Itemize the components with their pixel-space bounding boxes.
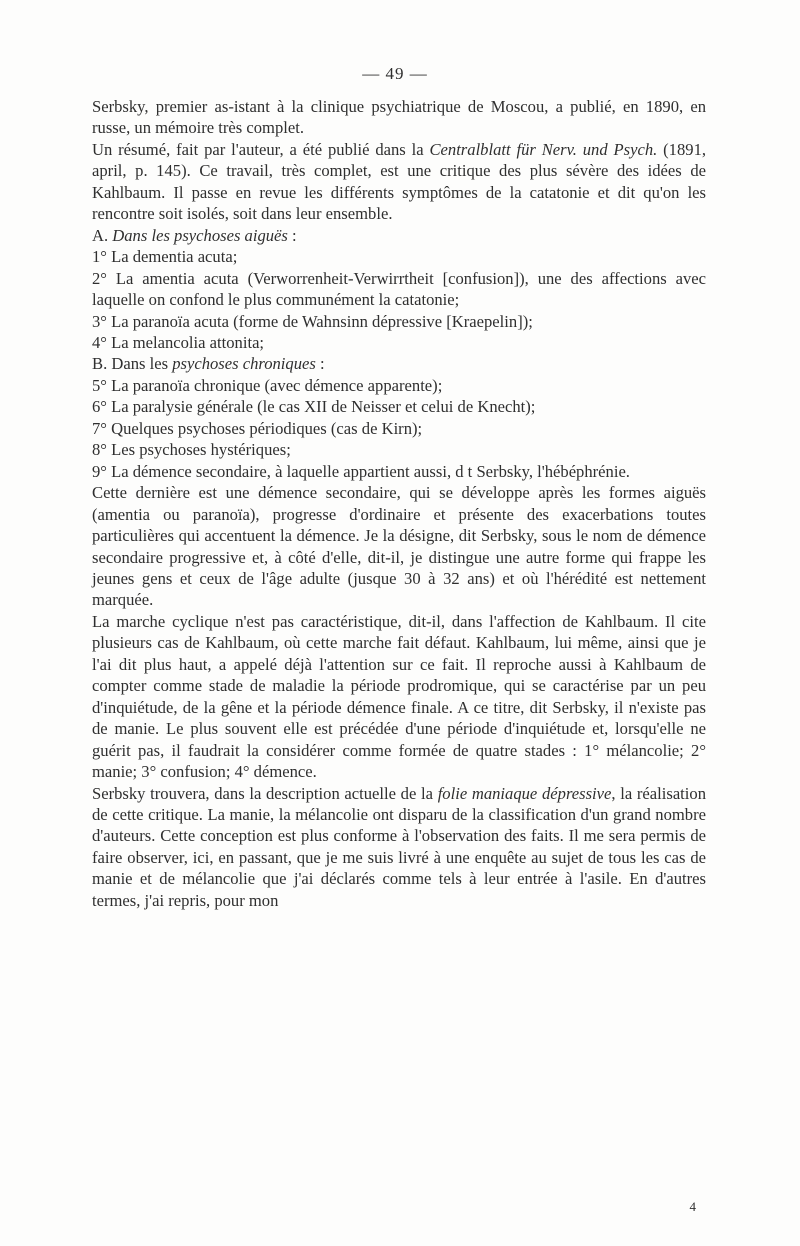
folie-text-end: , la réalisation de cette critique. La manie, la mélancolie ont disparu de la classification d'un grand nombre d'auteurs. Cette conception est plus conforme à l'observation des faits. Il me sera permis de faire observer, ici, en passant, que je me suis livré à une enquête au sujet de tous les cas de manie et de mélancolie que j'ai déclarés comme tels à leur entrée à l'asile. En d'autres termes, j'ai repris, pour mon [92, 783, 707, 910]
list-item-b6: 6° La paralysie générale (le cas XII de Neisser et celui de Knecht); [92, 397, 536, 417]
paragraph-summary [92, 139, 706, 225]
list-item-a1: 1° La dementia acuta; [92, 247, 238, 267]
body-text [92, 96, 706, 911]
summary-text-start: Un résumé, fait par l'auteur, a été publié dans la [92, 139, 430, 159]
paragraph-folie-maniaque [92, 783, 706, 912]
list-item-b8: 8° Les psychoses hystériques; [92, 440, 291, 460]
folie-text-start: Serbsky trouvera, dans la description actuelle de la [92, 783, 438, 803]
list-item-b9: 9° La démence secondaire, à laquelle appartient aussi, d t Serbsky, l'hébéphrénie. [92, 461, 630, 481]
section-b-heading [92, 353, 706, 374]
list-item-a4: 4° La melancolia attonita; [92, 332, 265, 352]
summary-text-end: (1891, april, p. 145). Ce travail, très complet, est une critique des plus sévère des idées de Kahlbaum. Il passe en revue les différents symptômes de la catatonie et dit qu'on les rencontre soit isolés, soit dans leur ensemble. [92, 139, 707, 224]
section-a-heading [92, 225, 706, 246]
list-item-a2: 2° La amentia acuta (Verworrenheit-Verwirrtheit [confusion]), une des affections avec laquelle on confond le plus communément la catatonie; [92, 268, 706, 310]
section-b-letter: B. Dans les [92, 354, 173, 374]
page-number: — 49 — [362, 64, 428, 83]
paragraph-serbsky-intro: Serbsky, premier as-istant à la clinique psychiatrique de Moscou, a publié, en 1890, en russe, un mémoire très complet. [92, 97, 706, 138]
folie-term: folie maniaque dépressive [437, 783, 612, 803]
section-a-colon: : [287, 225, 297, 245]
paragraph-secondary-dementia: Cette dernière est une démence secondaire, qui se développe après les formes aiguës (amentia ou paranoïa), progresse d'ordinaire et présente des exacerbations toutes particulières qui accentuent la démence. Je la désigne, dit Serbsky, sous le nom de démence secondaire progressive et, à côté d'elle, dit-il, je distingue une autre forme qui frappe les jeunes gens et ceux de l'âge adulte (jusque 30 à 32 ans) et où l'hérédité est nettement marquée. [92, 483, 706, 610]
section-a-title: Dans les psychoses aiguës [112, 225, 288, 245]
journal-title: Centralblatt für Nerv. und Psych. [429, 139, 658, 159]
list-item-b7: 7° Quelques psychoses périodiques (cas de Kirn); [92, 418, 423, 438]
paragraph-cyclic-course: La marche cyclique n'est pas caractéristique, dit-il, dans l'affection de Kahlbaum. Il cite plusieurs cas de Kahlbaum, où cette marche fait défaut. Kahlbaum, lui même, ainsi que je l'ai dit plus haut, a appelé déjà l'attention sur ce fait. Il reproche aussi à Kahlbaum de compter comme stade de maladie la période prodromique, qui se caractérise par un peu d'inquiétude, de la gêne et la période démence finale. A ce titre, dit Serbsky, il n'existe pas de manie. Le plus souvent elle est précédée d'une période d'inquiétude et, lorsqu'elle ne guérit pas, il faudrait la considérer comme formée de quatre stades : 1° mélancolie; 2° manie; 3° confusion; 4° démence. [92, 611, 706, 782]
section-b-colon: : [315, 354, 325, 374]
list-item-a3: 3° La paranoïa acuta (forme de Wahnsinn dépressive [Kraepelin]); [92, 311, 533, 331]
section-b-title: psychoses chroniques [172, 354, 316, 374]
section-a-letter: A. [92, 225, 113, 245]
list-item-b5: 5° La paranoïa chronique (avec démence apparente); [92, 375, 443, 395]
signature-mark: 4 [689, 1199, 696, 1214]
